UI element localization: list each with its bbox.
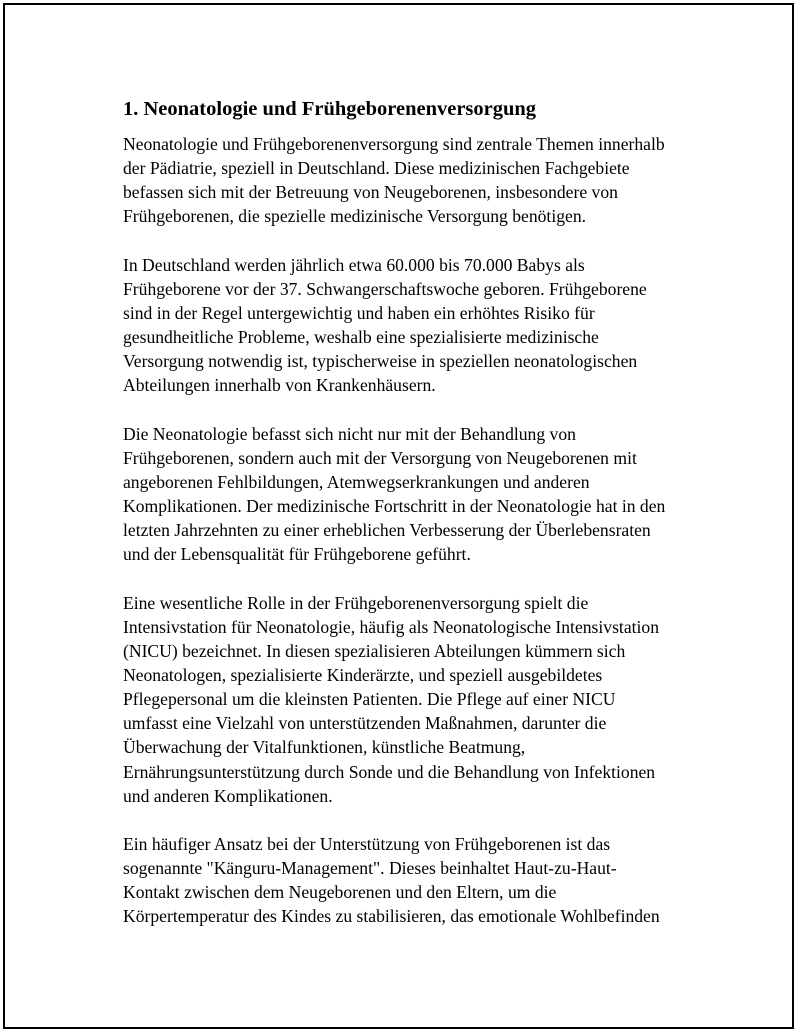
paragraph-line: letzten Jahrzehnten zu einer erheblichen Verbesserung der Überlebensraten <box>123 520 651 541</box>
paragraph-line: Überwachung der Vitalfunktionen, künstliche Beatmung, <box>123 737 526 758</box>
paragraph-line: Neonatologen, spezialisierte Kinderärzte, und speziell ausgebildetes <box>123 664 603 685</box>
paragraph-line: sogenannte "Känguru-Management". Dieses beinhaltet Haut-zu-Haut- <box>123 858 617 879</box>
paragraph-line: Frühgeborenen, sondern auch mit der Versorgung von Neugeborenen mit <box>123 447 637 468</box>
paragraph-line: Abteilungen innerhalb von Krankenhäusern. <box>123 375 436 396</box>
paragraph-line: Ernährungsunterstützung durch Sonde und die Behandlung von Infektionen <box>123 761 656 782</box>
paragraph-4 <box>123 591 713 808</box>
paragraph-line: Intensivstation für Neonatologie, häufig als Neonatologische Intensivstation <box>123 616 659 637</box>
paragraph-line: angeborenen Fehlbildungen, Atemwegserkrankungen und anderen <box>123 471 590 492</box>
paragraph-line: Versorgung notwendig ist, typischerweise in speziellen neonatologischen <box>123 351 638 372</box>
paragraph-line: Frühgeborenen, die spezielle medizinische Versorgung benötigen. <box>123 206 587 227</box>
paragraph-line: befassen sich mit der Betreuung von Neugeborenen, insbesondere von <box>123 182 618 203</box>
paragraph-line: gesundheitliche Probleme, weshalb eine spezialisierte medizinische <box>123 327 599 348</box>
paragraph-line: Neonatologie und Frühgeborenenversorgung sind zentrale Themen innerhalb <box>123 134 665 154</box>
document-body <box>123 97 713 953</box>
paragraph-line: Eine wesentliche Rolle in der Frühgeborenenversorgung spielt die <box>123 592 589 613</box>
paragraph-line: und der Lebensqualität für Frühgeborene geführt. <box>123 544 471 565</box>
paragraph-2 <box>123 253 713 398</box>
paragraph-line: umfasst eine Vielzahl von unterstützenden Maßnahmen, darunter die <box>123 713 607 734</box>
paragraph-line: der Pädiatrie, speziell in Deutschland. Diese medizinischen Fachgebiete <box>123 158 630 179</box>
paragraph-line: Pflegepersonal um die kleinsten Patienten. Die Pflege auf einer NICU <box>123 689 616 710</box>
paragraph-line: In Deutschland werden jährlich etwa 60.000 bis 70.000 Babys als <box>123 254 585 275</box>
paragraph-line: Komplikationen. Der medizinische Fortschritt in der Neonatologie hat in den <box>123 496 666 517</box>
paragraph-line: (NICU) bezeichnet. In diesen spezialisieren Abteilungen kümmern sich <box>123 640 626 661</box>
paragraph-line: Kontakt zwischen dem Neugeborenen und den Eltern, um die <box>123 882 557 903</box>
paragraph-line: Frühgeborene vor der 37. Schwangerschaftswoche geboren. Frühgeborene <box>123 278 647 299</box>
paragraph-line: Ein häufiger Ansatz bei der Unterstützung von Frühgeborenen ist das <box>123 833 611 854</box>
page-frame <box>3 3 794 1029</box>
paragraph-3 <box>123 422 713 567</box>
section-heading: 1. Neonatologie und Frühgeborenenversorgung <box>123 98 537 120</box>
paragraph-line: und anderen Komplikationen. <box>123 785 333 806</box>
paragraph-line: sind in der Regel untergewichtig und haben ein erhöhtes Risiko für <box>123 302 595 323</box>
paragraph-1 <box>123 132 713 229</box>
paragraph-line: Körpertemperatur des Kindes zu stabilisieren, das emotionale Wohlbefinden <box>123 906 660 927</box>
paragraph-line: Die Neonatologie befasst sich nicht nur mit der Behandlung von <box>123 423 576 444</box>
paragraph-5 <box>123 832 713 929</box>
